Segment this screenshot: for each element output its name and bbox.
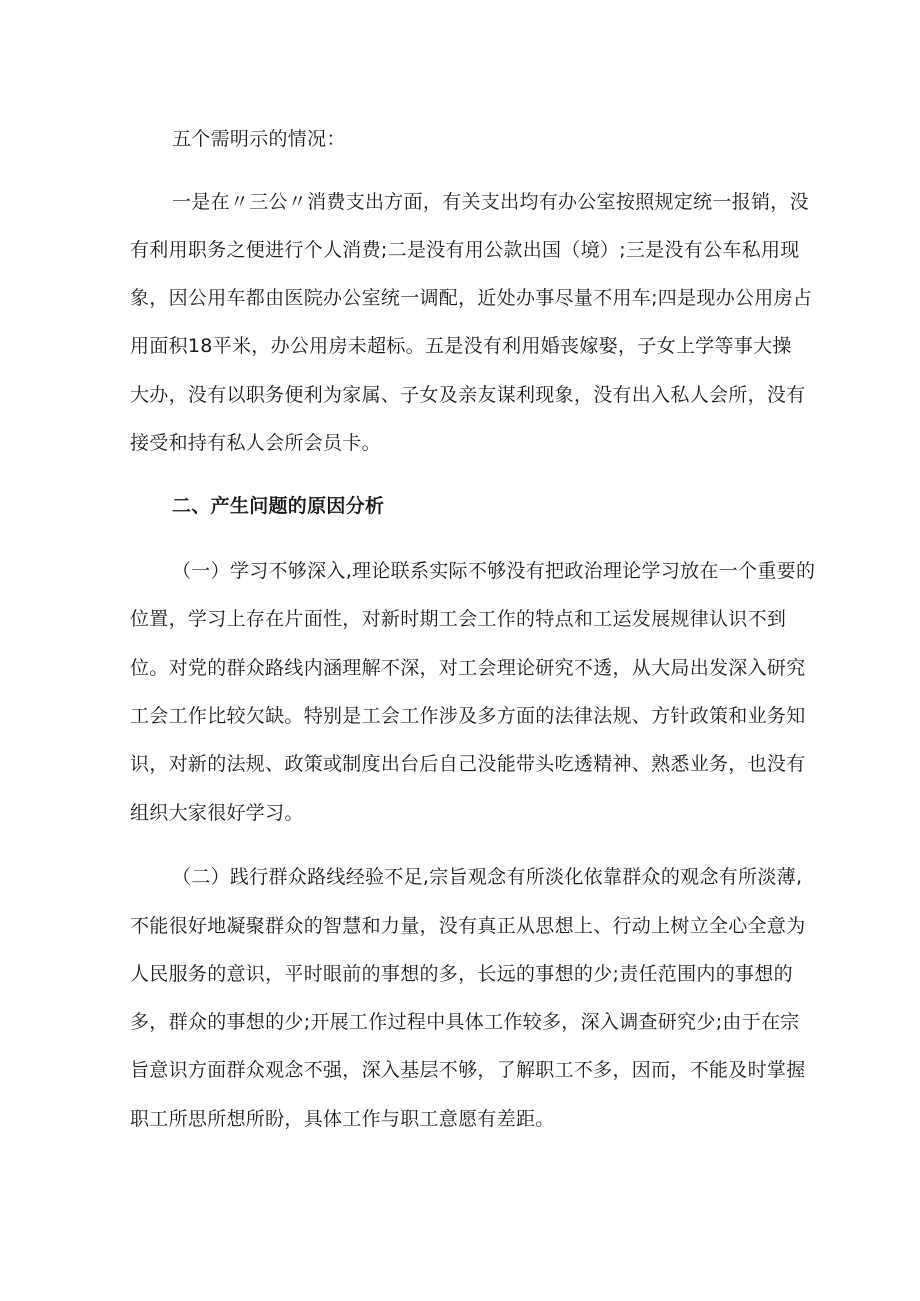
paragraph-line: 用面积18平米，办公用房未超标。五是没有利用婚丧嫁娶，子女上学等事大操 — [130, 335, 792, 357]
paragraph-line: 多，群众的事想的少;开展工作过程中具体工作较多，深入调查研究少;由于在宗 — [130, 1011, 800, 1033]
paragraph-line: 位置，学习上存在片面性，对新时期工会工作的特点和工运发展规律认识不到 — [130, 608, 787, 630]
paragraph-line: 位。对党的群众路线内涵理解不深，对工会理论研究不透，从大局出发深入研究 — [130, 657, 806, 679]
paragraph-line: 有利用职务之便进行个人消费;二是没有用公款出国（境）;三是没有公车私用现 — [130, 239, 800, 261]
section-heading: 二、产生问题的原因分析 — [172, 495, 385, 517]
paragraph-line: 组织大家很好学习。 — [130, 802, 304, 824]
paragraph-line: 一是在〃三公〃消费支出方面，有关支出均有办公室按照规定统一报销，没 — [172, 191, 809, 213]
paragraph-line: 接受和持有私人会所会员卡。 — [130, 432, 381, 454]
paragraph-line: 人民服务的意识，平时眼前的事想的多，长远的事想的少;责任范围内的事想的 — [130, 963, 793, 985]
paragraph-line: 不能很好地凝聚群众的智慧和力量，没有真正从思想上、行动上树立全心全意为 — [130, 915, 806, 937]
paragraph-line: 职工所思所想所盼，具体工作与职工意愿有差距。 — [130, 1108, 555, 1130]
paragraph-line: 象，因公用车都由医院办公室统一调配，近处办事尽量不用车;四是现办公用房占 — [130, 287, 813, 309]
paragraph-line: 旨意识方面群众观念不强，深入基层不够，了解职工不多，因而，不能及时掌握 — [130, 1059, 806, 1081]
paragraph-line: 工会工作比较欠缺。特别是工会工作涉及多方面的法律法规、方针政策和业务知 — [130, 705, 806, 727]
intro-line: 五个需明示的情况： — [172, 128, 346, 150]
paragraph-line: （一）学习不够深入,理论联系实际不够没有把政治理论学习放在一个重要的 — [172, 560, 816, 582]
paragraph-line: 识，对新的法规、政策或制度出台后自己没能带头吃透精神、熟悉业务，也没有 — [130, 753, 806, 775]
paragraph-line: 大办，没有以职务便利为家属、子女及亲友谋利现象，没有出入私人会所，没有 — [130, 384, 806, 406]
paragraph-line: （二）践行群众路线经验不足,宗旨观念有所淡化依靠群众的观念有所淡薄, — [172, 866, 803, 888]
